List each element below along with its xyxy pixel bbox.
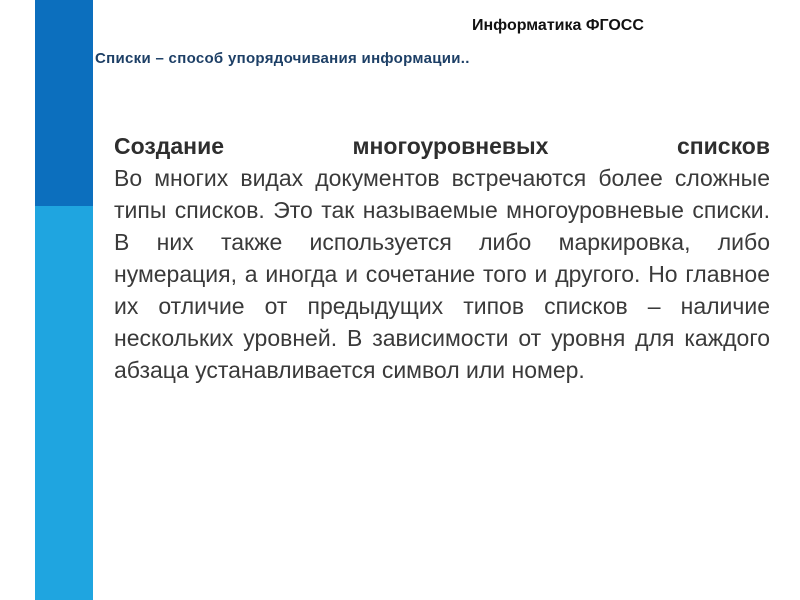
sidebar-dark-block (35, 0, 93, 206)
slide-header-title: Списки – способ упорядочивания информации.. (95, 50, 470, 67)
content-heading: Создание многоуровневых списков (114, 133, 770, 159)
sidebar-light-block (35, 206, 93, 600)
slide-content (114, 130, 770, 386)
subject-label: Информатика ФГОСС (472, 17, 644, 34)
content-body-paragraph: Во многих видах документов встречаются более сложные типы списков. Это так называемые многоуровневые списки. В них также используется либо маркировка, либо нумерация, а иногда и сочетание того и другого. Но главное их отличие от предыдущих типов списков – наличие нескольких уровней. В зависимости от уровня для каждого абзаца устанавливается символ или номер. (114, 165, 770, 383)
sidebar-accent-bar (35, 0, 93, 600)
